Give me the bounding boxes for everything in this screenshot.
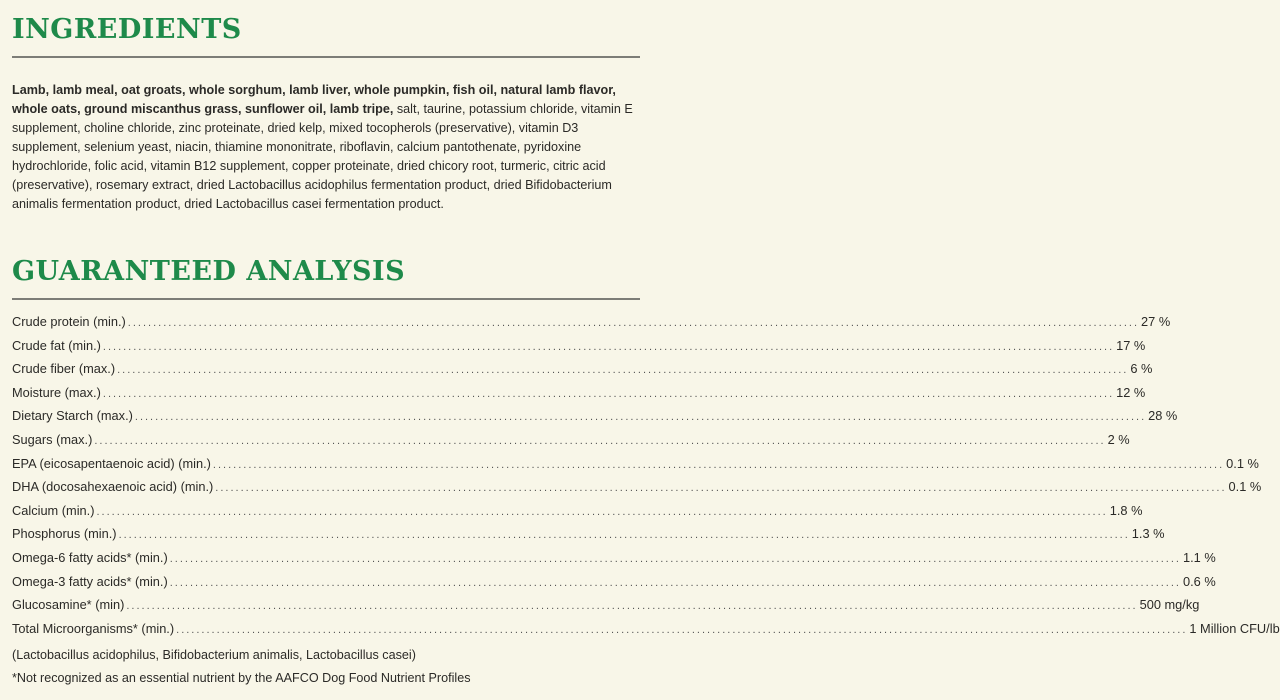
analysis-row [12,337,1146,362]
analysis-label: EPA (eicosapentaenoic acid) (min.) [12,455,211,471]
analysis-value: 1.8 % [1109,502,1143,518]
analysis-row [12,502,1143,527]
analysis-row [12,361,1153,385]
analysis-label: Crude fiber (max.) [12,361,116,377]
analysis-value: 17 % [1116,337,1146,353]
analysis-value: 12 % [1116,384,1146,400]
analysis-label: Glucosamine* (min) [12,597,125,613]
analysis-label: Total Microorganisms* (min.) [12,620,175,636]
analysis-row [12,384,1146,409]
leader-dots: ........................................................................................................................................................................................................ [176,623,1188,636]
leader-dots: ........................................................................................................................................................................................................ [169,576,1181,589]
leader-dots: ........................................................................................................................................................................................................ [169,552,1181,565]
leader-dots: ........................................................................................................................................................................................................ [102,387,1115,400]
analysis-value: 1.3 % [1131,526,1165,542]
analysis-value: 6 % [1130,361,1153,377]
leader-dots: ........................................................................................................................................................................................................ [118,529,1130,542]
analysis-label: Dietary Starch (max.) [12,408,133,424]
analysis-row [12,408,1178,432]
analysis-label: Crude fat (min.) [12,337,101,353]
analysis-row [12,526,1165,550]
analysis-value: 28 % [1148,408,1178,424]
leader-dots: ........................................................................................................................................................................................................ [96,505,1108,518]
analysis-row [12,549,1216,574]
analysis-label: Omega-3 fatty acids* (min.) [12,573,168,589]
analysis-divider [12,298,640,300]
analysis-row [12,431,1130,456]
analysis-value: 0.1 % [1228,479,1262,495]
analysis-value: 1 Million CFU/lb [1189,620,1280,636]
leader-dots: ........................................................................................................................................................................................................ [127,317,1140,329]
analysis-label: Calcium (min.) [12,502,95,518]
leader-dots: ........................................................................................................................................................................................................ [134,411,1147,424]
analysis-label: DHA (docosahexaenoic acid) (min.) [12,479,214,495]
analysis-label: Phosphorus (min.) [12,526,117,542]
analysis-row [12,314,1171,338]
microorganisms-note: (Lactobacillus acidophilus, Bifidobacterium animalis, Lactobacillus casei) [12,648,416,663]
analysis-label: Moisture (max.) [12,384,101,400]
analysis-row [12,597,1200,621]
analysis-label: Sugars (max.) [12,431,93,447]
analysis-label: Crude protein (min.) [12,314,126,329]
analysis-label: Omega-6 fatty acids* (min.) [12,549,168,565]
analysis-row [12,620,1280,645]
analysis-table [12,314,1280,690]
analysis-row [12,573,1216,598]
analysis-row [12,479,1262,503]
leader-dots: ........................................................................................................................................................................................................ [212,458,1225,471]
analysis-value: 0.6 % [1182,573,1216,589]
analysis-row [12,455,1259,480]
leader-dots: ........................................................................................................................................................................................................ [102,340,1115,353]
analysis-value: 27 % [1141,314,1171,329]
leader-dots: ........................................................................................................................................................................................................ [117,364,1129,377]
ingredients-secondary: salt, taurine, potassium chloride, vitamin E supplement, choline chloride, zinc proteinate, dried kelp, mixed tocopherols (preservative), vitamin D3 supplement, selenium yeast, niacin, thiamine mononitrate, riboflavin, calcium pantothenate, pyridoxine hydrochloride, folic acid, vitamin B12 supplement, copper proteinate, dried chicory root, turmeric, citric acid (preservative), rosemary extract, dried Lactobacillus acidophilus fermentation product, dried Bifidobacterium animalis fermentation product, dried Lactobacillus casei fermentation product. [12,101,633,211]
analysis-value: 500 mg/kg [1139,597,1200,613]
analysis-value: 2 % [1107,431,1130,447]
leader-dots: ........................................................................................................................................................................................................ [126,600,1138,613]
leader-dots: ........................................................................................................................................................................................................ [215,482,1227,495]
analysis-value: 1.1 % [1182,549,1216,565]
ingredients-heading: INGREDIENTS [12,14,242,45]
ingredients-primary: Lamb, lamb meal, oat groats, whole sorghum, lamb liver, whole pumpkin, fish oil, natural lamb flavor, whole oats, ground miscanthus grass, sunflower oil, lamb tripe, [12,82,616,116]
leader-dots: ........................................................................................................................................................................................................ [94,434,1106,447]
ingredients-divider [12,56,640,58]
guaranteed-analysis-heading: GUARANTEED ANALYSIS [12,256,406,287]
analysis-value: 0.1 % [1226,455,1259,471]
aafco-footnote: *Not recognized as an essential nutrient by the AAFCO Dog Food Nutrient Profiles [12,671,471,686]
ingredients-list [12,81,638,214]
